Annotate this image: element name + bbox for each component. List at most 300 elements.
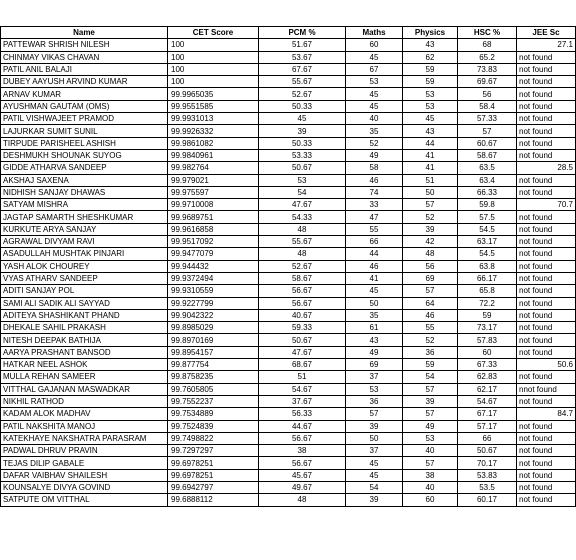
hsc-cell[interactable]: 54.67 (458, 395, 517, 407)
physics-cell[interactable]: 36 (403, 346, 458, 358)
table-row[interactable] (1, 408, 576, 420)
maths-cell[interactable]: 61 (346, 322, 403, 334)
table-row[interactable] (1, 162, 576, 174)
physics-cell[interactable]: 49 (403, 420, 458, 432)
name-cell[interactable]: YASH ALOK CHOUREY (1, 260, 168, 272)
physics-cell[interactable]: 41 (403, 149, 458, 161)
name-cell[interactable]: HATKAR NEEL ASHOK (1, 359, 168, 371)
hsc-cell[interactable]: 57 (458, 125, 517, 137)
table-row[interactable] (1, 260, 576, 272)
maths-cell[interactable]: 37 (346, 445, 403, 457)
jee-score-cell[interactable]: not found (517, 51, 576, 63)
physics-cell[interactable]: 56 (403, 260, 458, 272)
table-row[interactable] (1, 420, 576, 432)
physics-cell[interactable]: 60 (403, 494, 458, 506)
maths-cell[interactable]: 43 (346, 334, 403, 346)
table-row[interactable] (1, 395, 576, 407)
maths-cell[interactable]: 35 (346, 125, 403, 137)
jee-score-cell[interactable]: not found (517, 322, 576, 334)
physics-cell[interactable]: 57 (403, 457, 458, 469)
pcm-cell[interactable]: 55.67 (259, 76, 346, 88)
maths-cell[interactable]: 45 (346, 285, 403, 297)
pcm-cell[interactable]: 38 (259, 445, 346, 457)
hsc-cell[interactable]: 69.67 (458, 76, 517, 88)
cet-score-cell[interactable]: 99.9710008 (168, 199, 259, 211)
pcm-cell[interactable]: 56.67 (259, 297, 346, 309)
table-row[interactable] (1, 457, 576, 469)
physics-cell[interactable]: 46 (403, 309, 458, 321)
cet-score-cell[interactable]: 99.6978251 (168, 457, 259, 469)
cet-score-cell[interactable]: 99.6942797 (168, 481, 259, 493)
name-cell[interactable]: NIDHISH SANJAY DHAWAS (1, 186, 168, 198)
cet-score-cell[interactable]: 99.6978251 (168, 469, 259, 481)
table-row[interactable] (1, 481, 576, 493)
maths-cell[interactable]: 45 (346, 457, 403, 469)
name-cell[interactable]: VYAS ATHARV SANDEEP (1, 272, 168, 284)
pcm-cell[interactable]: 55.67 (259, 236, 346, 248)
cet-score-cell[interactable]: 99.7605805 (168, 383, 259, 395)
name-cell[interactable]: PATIL VISHWAJEET PRAMOD (1, 113, 168, 125)
maths-cell[interactable]: 45 (346, 88, 403, 100)
pcm-cell[interactable]: 58.67 (259, 272, 346, 284)
table-row[interactable] (1, 63, 576, 75)
hsc-cell[interactable]: 66.17 (458, 272, 517, 284)
cet-score-cell[interactable]: 99.7297297 (168, 445, 259, 457)
hsc-cell[interactable]: 60 (458, 346, 517, 358)
name-cell[interactable]: SATYAM MISHRA (1, 199, 168, 211)
maths-cell[interactable]: 54 (346, 481, 403, 493)
cet-score-cell[interactable]: 100 (168, 76, 259, 88)
table-row[interactable] (1, 494, 576, 506)
physics-cell[interactable]: 50 (403, 186, 458, 198)
hsc-cell[interactable]: 66 (458, 432, 517, 444)
header-cet-score[interactable]: CET Score (168, 27, 259, 39)
physics-cell[interactable]: 53 (403, 88, 458, 100)
cet-score-cell[interactable]: 100 (168, 39, 259, 51)
cet-score-cell[interactable]: 99.7524839 (168, 420, 259, 432)
physics-cell[interactable]: 48 (403, 248, 458, 260)
table-row[interactable] (1, 174, 576, 186)
physics-cell[interactable]: 43 (403, 125, 458, 137)
pcm-cell[interactable]: 52.67 (259, 88, 346, 100)
table-row[interactable] (1, 137, 576, 149)
name-cell[interactable]: AGRAWAL DIVYAM RAVI (1, 236, 168, 248)
cet-score-cell[interactable]: 99.979021 (168, 174, 259, 186)
hsc-cell[interactable]: 63.8 (458, 260, 517, 272)
cet-score-cell[interactable]: 99.9042322 (168, 309, 259, 321)
pcm-cell[interactable]: 44.67 (259, 420, 346, 432)
physics-cell[interactable]: 64 (403, 297, 458, 309)
cet-score-cell[interactable]: 99.944432 (168, 260, 259, 272)
maths-cell[interactable]: 36 (346, 395, 403, 407)
hsc-cell[interactable]: 72.2 (458, 297, 517, 309)
table-row[interactable] (1, 469, 576, 481)
name-cell[interactable]: AYUSHMAN GAUTAM (OMS) (1, 100, 168, 112)
table-row[interactable] (1, 322, 576, 334)
table-row[interactable] (1, 334, 576, 346)
hsc-cell[interactable]: 73.17 (458, 322, 517, 334)
pcm-cell[interactable]: 37.67 (259, 395, 346, 407)
cet-score-cell[interactable]: 99.7552237 (168, 395, 259, 407)
hsc-cell[interactable]: 57.33 (458, 113, 517, 125)
cet-score-cell[interactable]: 99.9926332 (168, 125, 259, 137)
jee-score-cell[interactable]: not found (517, 494, 576, 506)
physics-cell[interactable]: 44 (403, 137, 458, 149)
physics-cell[interactable]: 57 (403, 285, 458, 297)
pcm-cell[interactable]: 49.67 (259, 481, 346, 493)
physics-cell[interactable]: 57 (403, 383, 458, 395)
pcm-cell[interactable]: 48 (259, 223, 346, 235)
maths-cell[interactable]: 67 (346, 63, 403, 75)
maths-cell[interactable]: 46 (346, 174, 403, 186)
header-hsc-percent[interactable]: HSC % (458, 27, 517, 39)
pcm-cell[interactable]: 56.67 (259, 285, 346, 297)
jee-score-cell[interactable]: not found (517, 272, 576, 284)
maths-cell[interactable]: 45 (346, 100, 403, 112)
hsc-cell[interactable]: 59.8 (458, 199, 517, 211)
pcm-cell[interactable]: 54.67 (259, 383, 346, 395)
physics-cell[interactable]: 53 (403, 100, 458, 112)
pcm-cell[interactable]: 40.67 (259, 309, 346, 321)
hsc-cell[interactable]: 63.17 (458, 236, 517, 248)
pcm-cell[interactable]: 48 (259, 494, 346, 506)
cet-score-cell[interactable]: 99.8985029 (168, 322, 259, 334)
pcm-cell[interactable]: 52.67 (259, 260, 346, 272)
physics-cell[interactable]: 52 (403, 334, 458, 346)
physics-cell[interactable]: 41 (403, 162, 458, 174)
physics-cell[interactable]: 53 (403, 432, 458, 444)
pcm-cell[interactable]: 51 (259, 371, 346, 383)
cet-score-cell[interactable]: 99.6888112 (168, 494, 259, 506)
hsc-cell[interactable]: 59 (458, 309, 517, 321)
maths-cell[interactable]: 55 (346, 223, 403, 235)
pcm-cell[interactable]: 53.67 (259, 51, 346, 63)
jee-score-cell[interactable]: not found (517, 125, 576, 137)
cet-score-cell[interactable]: 99.9517092 (168, 236, 259, 248)
jee-score-cell[interactable]: not found (517, 445, 576, 457)
jee-score-cell[interactable]: not found (517, 309, 576, 321)
header-name[interactable]: Name (1, 27, 168, 39)
cet-score-cell[interactable]: 100 (168, 51, 259, 63)
pcm-cell[interactable]: 50.67 (259, 334, 346, 346)
table-row[interactable] (1, 199, 576, 211)
table-row[interactable] (1, 211, 576, 223)
table-row[interactable] (1, 248, 576, 260)
hsc-cell[interactable]: 56 (458, 88, 517, 100)
table-row[interactable] (1, 186, 576, 198)
maths-cell[interactable]: 46 (346, 260, 403, 272)
maths-cell[interactable]: 44 (346, 248, 403, 260)
header-physics[interactable]: Physics (403, 27, 458, 39)
hsc-cell[interactable]: 63.5 (458, 162, 517, 174)
name-cell[interactable]: SAMI ALI SADIK ALI SAYYAD (1, 297, 168, 309)
hsc-cell[interactable]: 57.83 (458, 334, 517, 346)
table-row[interactable] (1, 223, 576, 235)
jee-score-cell[interactable]: nnot found (517, 383, 576, 395)
cet-score-cell[interactable]: 99.9551585 (168, 100, 259, 112)
pcm-cell[interactable]: 68.67 (259, 359, 346, 371)
jee-score-cell[interactable]: 28.5 (517, 162, 576, 174)
pcm-cell[interactable]: 50.67 (259, 162, 346, 174)
maths-cell[interactable]: 47 (346, 211, 403, 223)
cet-score-cell[interactable]: 99.9372494 (168, 272, 259, 284)
hsc-cell[interactable]: 53.83 (458, 469, 517, 481)
maths-cell[interactable]: 39 (346, 494, 403, 506)
table-row[interactable] (1, 371, 576, 383)
cet-score-cell[interactable]: 99.8970169 (168, 334, 259, 346)
table-row[interactable] (1, 359, 576, 371)
name-cell[interactable]: KATEKHAYE NAKSHATRA PARASRAM (1, 432, 168, 444)
hsc-cell[interactable]: 62.83 (458, 371, 517, 383)
table-row[interactable] (1, 297, 576, 309)
hsc-cell[interactable]: 54.5 (458, 248, 517, 260)
hsc-cell[interactable]: 60.67 (458, 137, 517, 149)
pcm-cell[interactable]: 54 (259, 186, 346, 198)
jee-score-cell[interactable]: 27.1 (517, 39, 576, 51)
cet-score-cell[interactable]: 99.7534889 (168, 408, 259, 420)
name-cell[interactable]: KADAM ALOK MADHAV (1, 408, 168, 420)
maths-cell[interactable]: 41 (346, 272, 403, 284)
jee-score-cell[interactable]: not found (517, 63, 576, 75)
hsc-cell[interactable]: 54.5 (458, 223, 517, 235)
jee-score-cell[interactable]: not found (517, 481, 576, 493)
name-cell[interactable]: ASADULLAH MUSHTAK PINJARI (1, 248, 168, 260)
name-cell[interactable]: CHINMAY VIKAS CHAVAN (1, 51, 168, 63)
physics-cell[interactable]: 40 (403, 445, 458, 457)
hsc-cell[interactable]: 58.67 (458, 149, 517, 161)
pcm-cell[interactable]: 47.67 (259, 199, 346, 211)
physics-cell[interactable]: 57 (403, 408, 458, 420)
table-row[interactable] (1, 51, 576, 63)
table-row[interactable] (1, 76, 576, 88)
table-row[interactable] (1, 432, 576, 444)
cet-score-cell[interactable]: 99.9616858 (168, 223, 259, 235)
name-cell[interactable]: AKSHAJ SAXENA (1, 174, 168, 186)
name-cell[interactable]: MULLA REHAN SAMEER (1, 371, 168, 383)
pcm-cell[interactable]: 56.67 (259, 457, 346, 469)
name-cell[interactable]: DESHMUKH SHOUNAK SUYOG (1, 149, 168, 161)
jee-score-cell[interactable]: not found (517, 248, 576, 260)
jee-score-cell[interactable]: not found (517, 236, 576, 248)
pcm-cell[interactable]: 45 (259, 113, 346, 125)
name-cell[interactable]: PATIL ANIL BALAJI (1, 63, 168, 75)
jee-score-cell[interactable]: not found (517, 297, 576, 309)
hsc-cell[interactable]: 65.8 (458, 285, 517, 297)
name-cell[interactable]: KOUNSALYE DIVYA GOVIND (1, 481, 168, 493)
cet-score-cell[interactable]: 99.982764 (168, 162, 259, 174)
maths-cell[interactable]: 39 (346, 420, 403, 432)
jee-score-cell[interactable]: not found (517, 223, 576, 235)
pcm-cell[interactable]: 56.67 (259, 432, 346, 444)
name-cell[interactable]: TIRPUDE PARISHEEL ASHISH (1, 137, 168, 149)
name-cell[interactable]: LAJURKAR SUMIT SUNIL (1, 125, 168, 137)
hsc-cell[interactable]: 70.17 (458, 457, 517, 469)
maths-cell[interactable]: 57 (346, 408, 403, 420)
jee-score-cell[interactable]: not found (517, 149, 576, 161)
pcm-cell[interactable]: 53.33 (259, 149, 346, 161)
jee-score-cell[interactable]: not found (517, 88, 576, 100)
pcm-cell[interactable]: 48 (259, 248, 346, 260)
maths-cell[interactable]: 49 (346, 149, 403, 161)
cet-score-cell[interactable]: 99.9965035 (168, 88, 259, 100)
physics-cell[interactable]: 38 (403, 469, 458, 481)
jee-score-cell[interactable]: not found (517, 211, 576, 223)
cet-score-cell[interactable]: 99.9861082 (168, 137, 259, 149)
table-row[interactable] (1, 113, 576, 125)
physics-cell[interactable]: 39 (403, 223, 458, 235)
table-row[interactable] (1, 285, 576, 297)
table-row[interactable] (1, 149, 576, 161)
cet-score-cell[interactable]: 99.9931013 (168, 113, 259, 125)
maths-cell[interactable]: 33 (346, 199, 403, 211)
maths-cell[interactable]: 53 (346, 383, 403, 395)
jee-score-cell[interactable]: not found (517, 174, 576, 186)
cet-score-cell[interactable]: 100 (168, 63, 259, 75)
jee-score-cell[interactable]: 84.7 (517, 408, 576, 420)
physics-cell[interactable]: 59 (403, 76, 458, 88)
jee-score-cell[interactable]: not found (517, 334, 576, 346)
table-row[interactable] (1, 236, 576, 248)
cet-score-cell[interactable]: 99.9310559 (168, 285, 259, 297)
pcm-cell[interactable]: 45.67 (259, 469, 346, 481)
hsc-cell[interactable]: 67.33 (458, 359, 517, 371)
table-row[interactable] (1, 272, 576, 284)
header-jee-score[interactable]: JEE Sc (517, 27, 576, 39)
jee-score-cell[interactable]: not found (517, 260, 576, 272)
hsc-cell[interactable]: 68 (458, 39, 517, 51)
name-cell[interactable]: JAGTAP SAMARTH SHESHKUMAR (1, 211, 168, 223)
physics-cell[interactable]: 39 (403, 395, 458, 407)
jee-score-cell[interactable]: not found (517, 100, 576, 112)
physics-cell[interactable]: 59 (403, 359, 458, 371)
name-cell[interactable]: AARYA PRASHANT BANSOD (1, 346, 168, 358)
cet-score-cell[interactable]: 99.877754 (168, 359, 259, 371)
jee-score-cell[interactable]: not found (517, 186, 576, 198)
physics-cell[interactable]: 54 (403, 371, 458, 383)
hsc-cell[interactable]: 57.5 (458, 211, 517, 223)
pcm-cell[interactable]: 50.33 (259, 100, 346, 112)
table-row[interactable] (1, 309, 576, 321)
jee-score-cell[interactable]: 50.6 (517, 359, 576, 371)
physics-cell[interactable]: 69 (403, 272, 458, 284)
pcm-cell[interactable]: 67.67 (259, 63, 346, 75)
jee-score-cell[interactable]: not found (517, 395, 576, 407)
maths-cell[interactable]: 66 (346, 236, 403, 248)
name-cell[interactable]: DUBEY AAYUSH ARVIND KUMAR (1, 76, 168, 88)
hsc-cell[interactable]: 65.2 (458, 51, 517, 63)
name-cell[interactable]: ARNAV KUMAR (1, 88, 168, 100)
name-cell[interactable]: PATTEWAR SHRISH NILESH (1, 39, 168, 51)
maths-cell[interactable]: 37 (346, 371, 403, 383)
jee-score-cell[interactable]: not found (517, 469, 576, 481)
maths-cell[interactable]: 50 (346, 297, 403, 309)
table-row[interactable] (1, 383, 576, 395)
pcm-cell[interactable]: 50.33 (259, 137, 346, 149)
maths-cell[interactable]: 60 (346, 39, 403, 51)
maths-cell[interactable]: 45 (346, 51, 403, 63)
maths-cell[interactable]: 58 (346, 162, 403, 174)
cet-score-cell[interactable]: 99.9227799 (168, 297, 259, 309)
name-cell[interactable]: PADWAL DHRUV PRAVIN (1, 445, 168, 457)
maths-cell[interactable]: 35 (346, 309, 403, 321)
maths-cell[interactable]: 50 (346, 432, 403, 444)
maths-cell[interactable]: 69 (346, 359, 403, 371)
hsc-cell[interactable]: 66.33 (458, 186, 517, 198)
physics-cell[interactable]: 55 (403, 322, 458, 334)
name-cell[interactable]: ADITEYA SHASHIKANT PHAND (1, 309, 168, 321)
jee-score-cell[interactable]: not found (517, 346, 576, 358)
pcm-cell[interactable]: 47.67 (259, 346, 346, 358)
maths-cell[interactable]: 52 (346, 137, 403, 149)
header-maths[interactable]: Maths (346, 27, 403, 39)
name-cell[interactable]: PATIL NAKSHITA MANOJ (1, 420, 168, 432)
hsc-cell[interactable]: 53.5 (458, 481, 517, 493)
physics-cell[interactable]: 43 (403, 39, 458, 51)
name-cell[interactable]: SATPUTE OM VITTHAL (1, 494, 168, 506)
name-cell[interactable]: ADITI SANJAY POL (1, 285, 168, 297)
cet-score-cell[interactable]: 99.8954157 (168, 346, 259, 358)
table-row[interactable] (1, 39, 576, 51)
pcm-cell[interactable]: 39 (259, 125, 346, 137)
physics-cell[interactable]: 52 (403, 211, 458, 223)
physics-cell[interactable]: 40 (403, 481, 458, 493)
cet-score-cell[interactable]: 99.8758235 (168, 371, 259, 383)
name-cell[interactable]: DHEKALE SAHIL PRAKASH (1, 322, 168, 334)
jee-score-cell[interactable]: not found (517, 113, 576, 125)
table-row[interactable] (1, 100, 576, 112)
jee-score-cell[interactable]: not found (517, 137, 576, 149)
maths-cell[interactable]: 40 (346, 113, 403, 125)
cet-score-cell[interactable]: 99.9689751 (168, 211, 259, 223)
jee-score-cell[interactable]: not found (517, 285, 576, 297)
cet-score-cell[interactable]: 99.7498822 (168, 432, 259, 444)
cet-score-cell[interactable]: 99.9840961 (168, 149, 259, 161)
physics-cell[interactable]: 59 (403, 63, 458, 75)
physics-cell[interactable]: 62 (403, 51, 458, 63)
jee-score-cell[interactable]: not found (517, 432, 576, 444)
jee-score-cell[interactable]: not found (517, 76, 576, 88)
table-row[interactable] (1, 346, 576, 358)
hsc-cell[interactable]: 60.17 (458, 494, 517, 506)
table-row[interactable] (1, 125, 576, 137)
name-cell[interactable]: DAFAR VAIBHAV SHAILESH (1, 469, 168, 481)
name-cell[interactable]: GIDDE ATHARVA SANDEEP (1, 162, 168, 174)
name-cell[interactable]: NIKHIL RATHOD (1, 395, 168, 407)
maths-cell[interactable]: 53 (346, 76, 403, 88)
hsc-cell[interactable]: 62.17 (458, 383, 517, 395)
cet-score-cell[interactable]: 99.9477079 (168, 248, 259, 260)
header-pcm-percent[interactable]: PCM % (259, 27, 346, 39)
jee-score-cell[interactable]: not found (517, 420, 576, 432)
hsc-cell[interactable]: 73.83 (458, 63, 517, 75)
cet-score-cell[interactable]: 99.975597 (168, 186, 259, 198)
physics-cell[interactable]: 51 (403, 174, 458, 186)
hsc-cell[interactable]: 58.4 (458, 100, 517, 112)
table-row[interactable] (1, 445, 576, 457)
hsc-cell[interactable]: 63.4 (458, 174, 517, 186)
jee-score-cell[interactable]: not found (517, 457, 576, 469)
maths-cell[interactable]: 74 (346, 186, 403, 198)
maths-cell[interactable]: 49 (346, 346, 403, 358)
pcm-cell[interactable]: 54.33 (259, 211, 346, 223)
pcm-cell[interactable]: 53 (259, 174, 346, 186)
maths-cell[interactable]: 45 (346, 469, 403, 481)
physics-cell[interactable]: 42 (403, 236, 458, 248)
physics-cell[interactable]: 45 (403, 113, 458, 125)
pcm-cell[interactable]: 56.33 (259, 408, 346, 420)
name-cell[interactable]: VITTHAL GAJANAN MASWADKAR (1, 383, 168, 395)
hsc-cell[interactable]: 57.17 (458, 420, 517, 432)
